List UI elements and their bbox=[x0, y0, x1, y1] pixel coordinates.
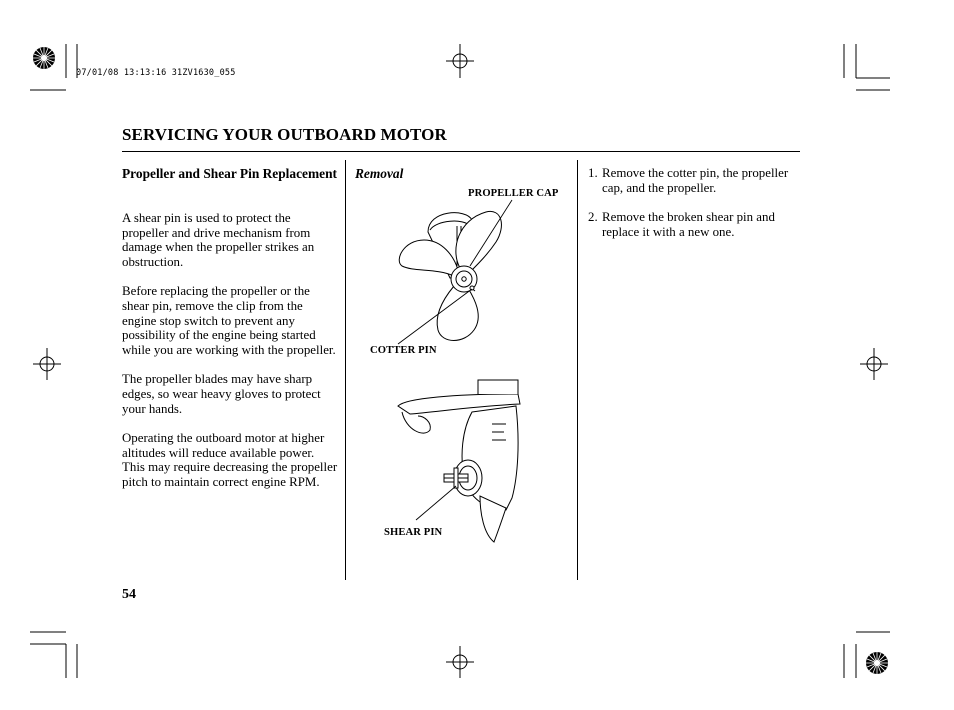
step-number: 1. bbox=[588, 166, 598, 180]
propeller-illustrations bbox=[346, 180, 576, 550]
callout-propeller-cap: PROPELLER CAP bbox=[468, 188, 559, 199]
paragraph-altitude: Operating the outboard motor at higher altitudes will reduce available power. This may require decreasing the propeller pitch to maintain correct engine RPM. bbox=[122, 430, 338, 490]
registration-star-icon bbox=[866, 652, 888, 674]
registration-crosshair-left bbox=[33, 348, 61, 380]
left-column-body bbox=[122, 211, 340, 504]
step-item bbox=[588, 166, 803, 195]
lower-unit-illustration bbox=[398, 380, 520, 542]
step-text: Remove the broken shear pin and replace it with a new one. bbox=[602, 210, 775, 239]
registration-crosshair-top bbox=[446, 44, 474, 78]
leader-line-shear-pin bbox=[416, 486, 456, 520]
removal-heading: Removal bbox=[355, 166, 404, 181]
crop-mark-top-right bbox=[844, 44, 890, 90]
print-timestamp: 07/01/08 13:13:16 31ZV1630_055 bbox=[76, 68, 236, 78]
callout-cotter-pin: COTTER PIN bbox=[370, 345, 437, 356]
column-divider-right bbox=[577, 160, 578, 580]
registration-crosshair-bottom bbox=[446, 646, 474, 678]
crop-mark-bottom-left bbox=[30, 632, 77, 678]
removal-steps bbox=[588, 166, 803, 254]
propeller-front-illustration bbox=[399, 211, 501, 340]
registration-crosshair-right bbox=[860, 348, 888, 380]
registration-star-icon bbox=[33, 47, 55, 69]
step-item bbox=[588, 210, 803, 239]
step-text: Remove the cotter pin, the propeller cap, and the propeller. bbox=[602, 166, 789, 195]
paragraph-shear-pin-purpose: A shear pin is used to protect the propeller and drive mechanism from damage when the propeller strikes an obstruction. bbox=[122, 211, 315, 270]
subsection-heading: Propeller and Shear Pin Replacement bbox=[122, 166, 337, 181]
step-number: 2. bbox=[588, 210, 598, 225]
paragraph-sharp-edges: The propeller blades may have sharp edges, so wear heavy gloves to protect your hands. bbox=[122, 372, 321, 416]
page-number: 54 bbox=[122, 587, 136, 602]
callout-shear-pin: SHEAR PIN bbox=[384, 527, 443, 538]
section-title: SERVICING YOUR OUTBOARD MOTOR bbox=[122, 125, 447, 144]
paragraph-safety-clip: Before replacing the propeller or the shear pin, remove the clip from the engine stop switch to prevent any possibility of the engine being started while you are working with the propeller. bbox=[122, 284, 336, 358]
header-rule bbox=[122, 151, 800, 152]
